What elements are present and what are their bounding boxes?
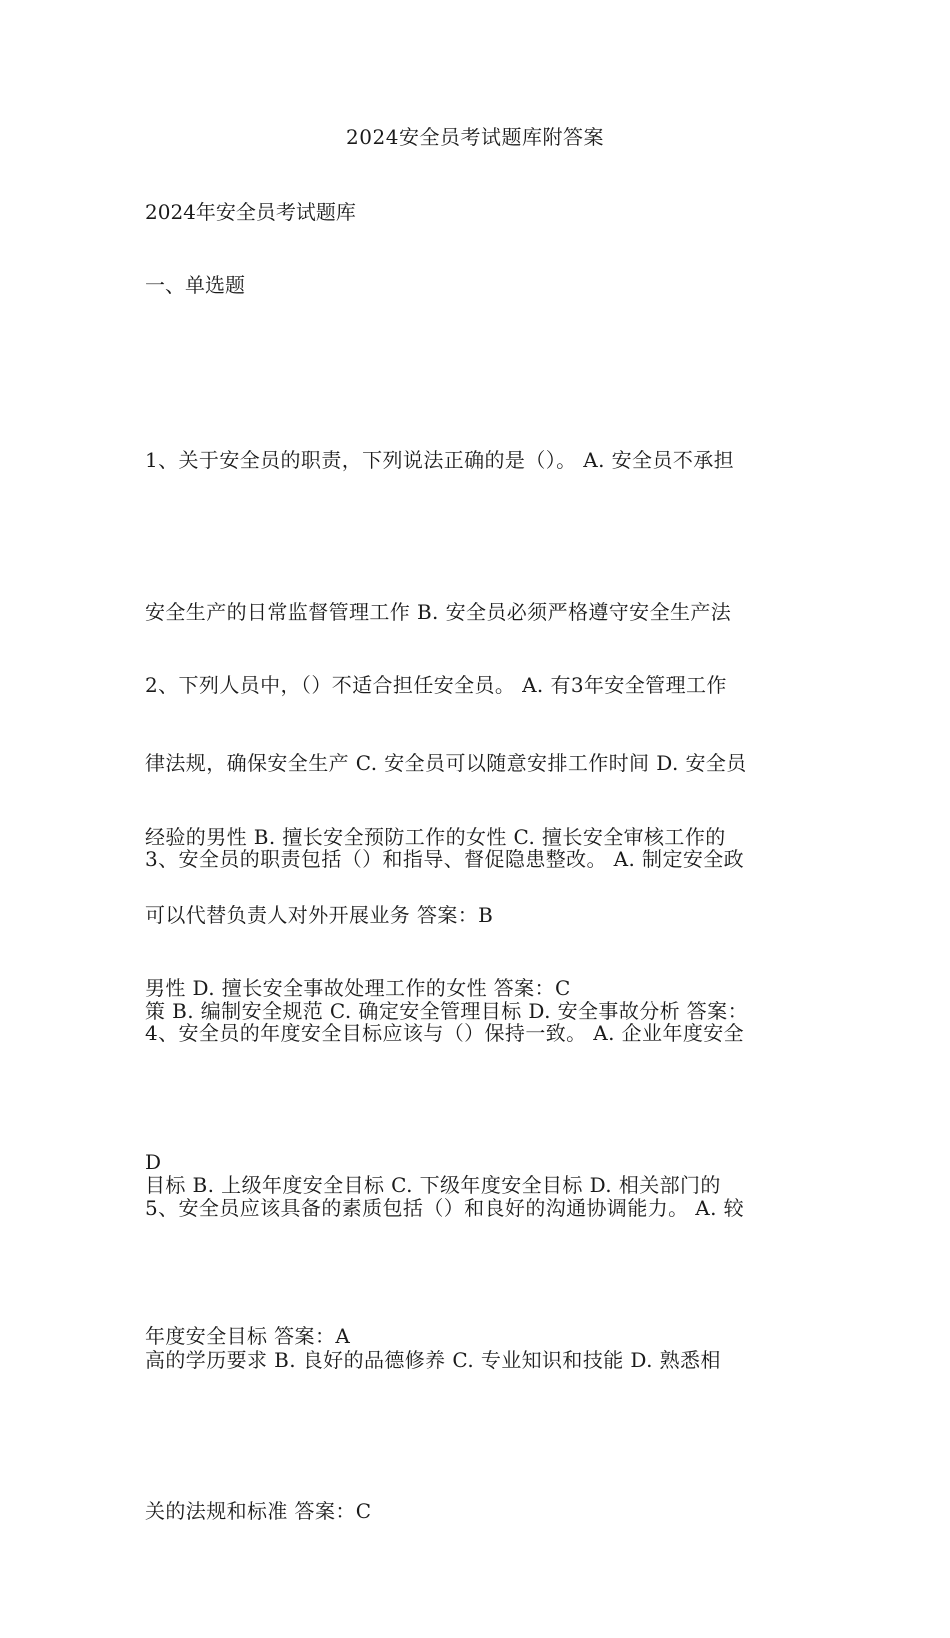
- question-line: 安全生产的日常监督管理工作 B. 安全员必须严格遵守安全生产法: [145, 599, 732, 624]
- question-line: 5、安全员应该具备的素质包括（）和良好的沟通协调能力。 A. 较: [145, 1196, 745, 1220]
- question-line: 4、安全员的年度安全目标应该与（）保持一致。 A. 企业年度安全: [145, 1021, 745, 1045]
- question-5: [145, 1082, 817, 1638]
- document-title: 2024安全员考试题库附答案: [346, 125, 604, 149]
- question-line: 可以代替负责人对外开展业务 答案：B: [145, 902, 494, 927]
- question-line: 策 B. 编制安全规范 C. 确定安全管理目标 D. 安全事故分析 答案：: [145, 998, 748, 1023]
- question-line: 经验的男性 B. 擅长安全预防工作的女性 C. 擅长安全审核工作的: [145, 824, 726, 849]
- document-subtitle: 2024年安全员考试题库: [145, 200, 356, 224]
- question-line: 关的法规和标准 答案：C: [145, 1499, 372, 1523]
- section-heading: 一、单选题: [145, 273, 245, 297]
- question-line: 律法规，确保安全生产 C. 安全员可以随意安排工作时间 D. 安全员: [145, 751, 747, 775]
- question-line: 男性 D. 擅长安全事故处理工作的女性 答案：C: [145, 976, 571, 1000]
- question-line: 2、下列人员中，（）不适合担任安全员。 A. 有3年安全管理工作: [145, 673, 727, 697]
- question-line: 目标 B. 上级年度安全目标 C. 下级年度安全目标 D. 相关部门的: [145, 1172, 721, 1197]
- question-line: 1、关于安全员的职责，下列说法正确的是（）。 A. 安全员不承担: [145, 448, 735, 472]
- question-line: 高的学历要求 B. 良好的品德修养 C. 专业知识和技能 D. 熟悉相: [145, 1347, 721, 1372]
- question-line: 年度安全目标 答案：A: [145, 1324, 351, 1348]
- question-line: D: [145, 1150, 162, 1174]
- question-line: 3、安全员的职责包括（）和指导、督促隐患整改。 A. 制定安全政: [145, 847, 745, 871]
